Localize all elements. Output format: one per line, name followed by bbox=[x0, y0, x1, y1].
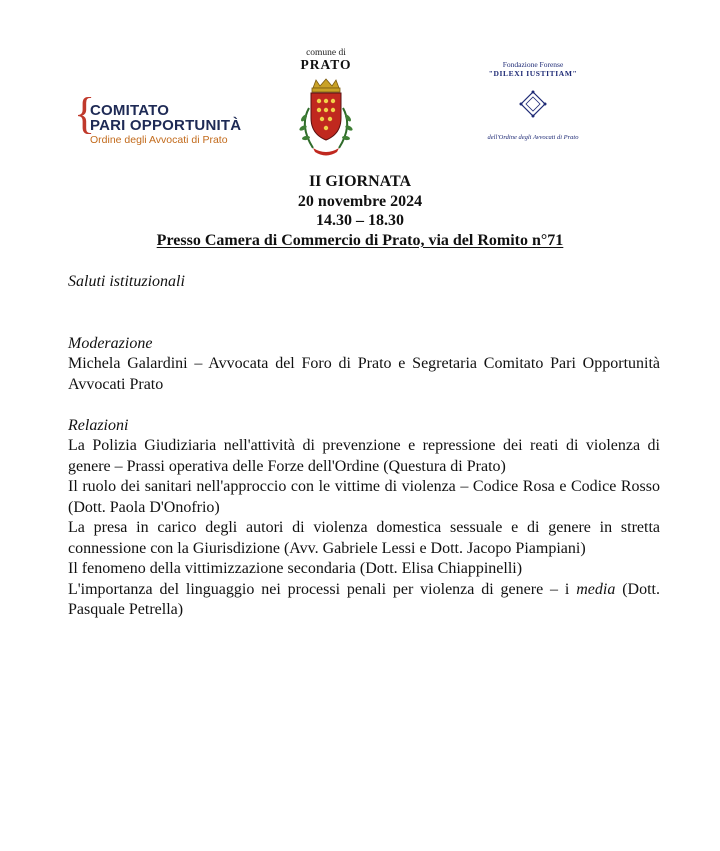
relazione-last-speaker: (Dott. Pasquale Petrella) bbox=[68, 580, 661, 618]
comitato-logo-line1: COMITATO bbox=[90, 102, 170, 119]
relazione-last-text: L'importanza del linguaggio nei processi penali per violenza di genere – i bbox=[68, 580, 577, 598]
event-date: 20 novembre 2024 bbox=[297, 192, 423, 210]
event-heading bbox=[0, 172, 720, 250]
moderazione-label: Moderazione bbox=[68, 334, 153, 352]
prato-coat-of-arms-icon bbox=[291, 78, 361, 160]
comitato-logo-line2: PARI OPPORTUNITÀ bbox=[90, 117, 242, 134]
fondazione-logo-line2: "DILEXI IUSTITIAM" bbox=[488, 69, 578, 78]
comune-logo-small-text: comune di bbox=[306, 48, 346, 58]
event-day: II GIORNATA bbox=[308, 173, 412, 190]
relazione-item: Il ruolo dei sanitari nell'approccio con le vittime di violenza – Codice Rosa e Codice Rosso (Dott. Paola D'Onofrio) bbox=[68, 478, 660, 516]
fondazione-logo-line1: Fondazione Forense bbox=[502, 60, 564, 69]
program-body bbox=[68, 272, 660, 621]
relazione-item: La Polizia Giudiziaria nell'attività di prevenzione e repressione dei reati di violenza di genere – Prassi operativa delle Forze dell'Ordine (Questura di Prato) bbox=[68, 437, 660, 475]
comitato-pari-opportunita-logo bbox=[74, 89, 274, 146]
moderazione-text: Michela Galardini – Avvocata del Foro di Prato e Segretaria Comitato Pari Opportunità Avvocati Prato bbox=[68, 355, 660, 393]
relazione-item-last bbox=[68, 580, 660, 621]
diamond-emblem-icon bbox=[519, 90, 547, 118]
fondazione-forense-logo bbox=[468, 60, 598, 150]
comune-logo-big-text: PRATO bbox=[300, 57, 352, 72]
event-venue: Presso Camera di Commercio di Prato, via del Romito n°71 bbox=[156, 231, 564, 249]
comitato-logo-line3: Ordine degli Avvocati di Prato bbox=[90, 134, 228, 146]
relazione-item: Il fenomeno della vittimizzazione secondaria (Dott. Elisa Chiappinelli) bbox=[68, 560, 523, 577]
relazioni-label: Relazioni bbox=[68, 416, 129, 434]
saluti-label: Saluti istituzionali bbox=[68, 273, 185, 290]
fondazione-logo-line3: dell'Ordine degli Avvocati di Prato bbox=[487, 134, 579, 141]
relazione-item: La presa in carico degli autori di violenza domestica sessuale e di genere in stretta connessione con la Giurisdizione (Avv. Gabriele Lessi e Dott. Jacopo Piampiani) bbox=[68, 519, 660, 557]
event-time: 14.30 – 18.30 bbox=[316, 212, 404, 230]
relazione-last-italic: media bbox=[576, 580, 616, 598]
brace-icon: { bbox=[74, 89, 96, 138]
comune-di-prato-logo bbox=[284, 48, 368, 158]
